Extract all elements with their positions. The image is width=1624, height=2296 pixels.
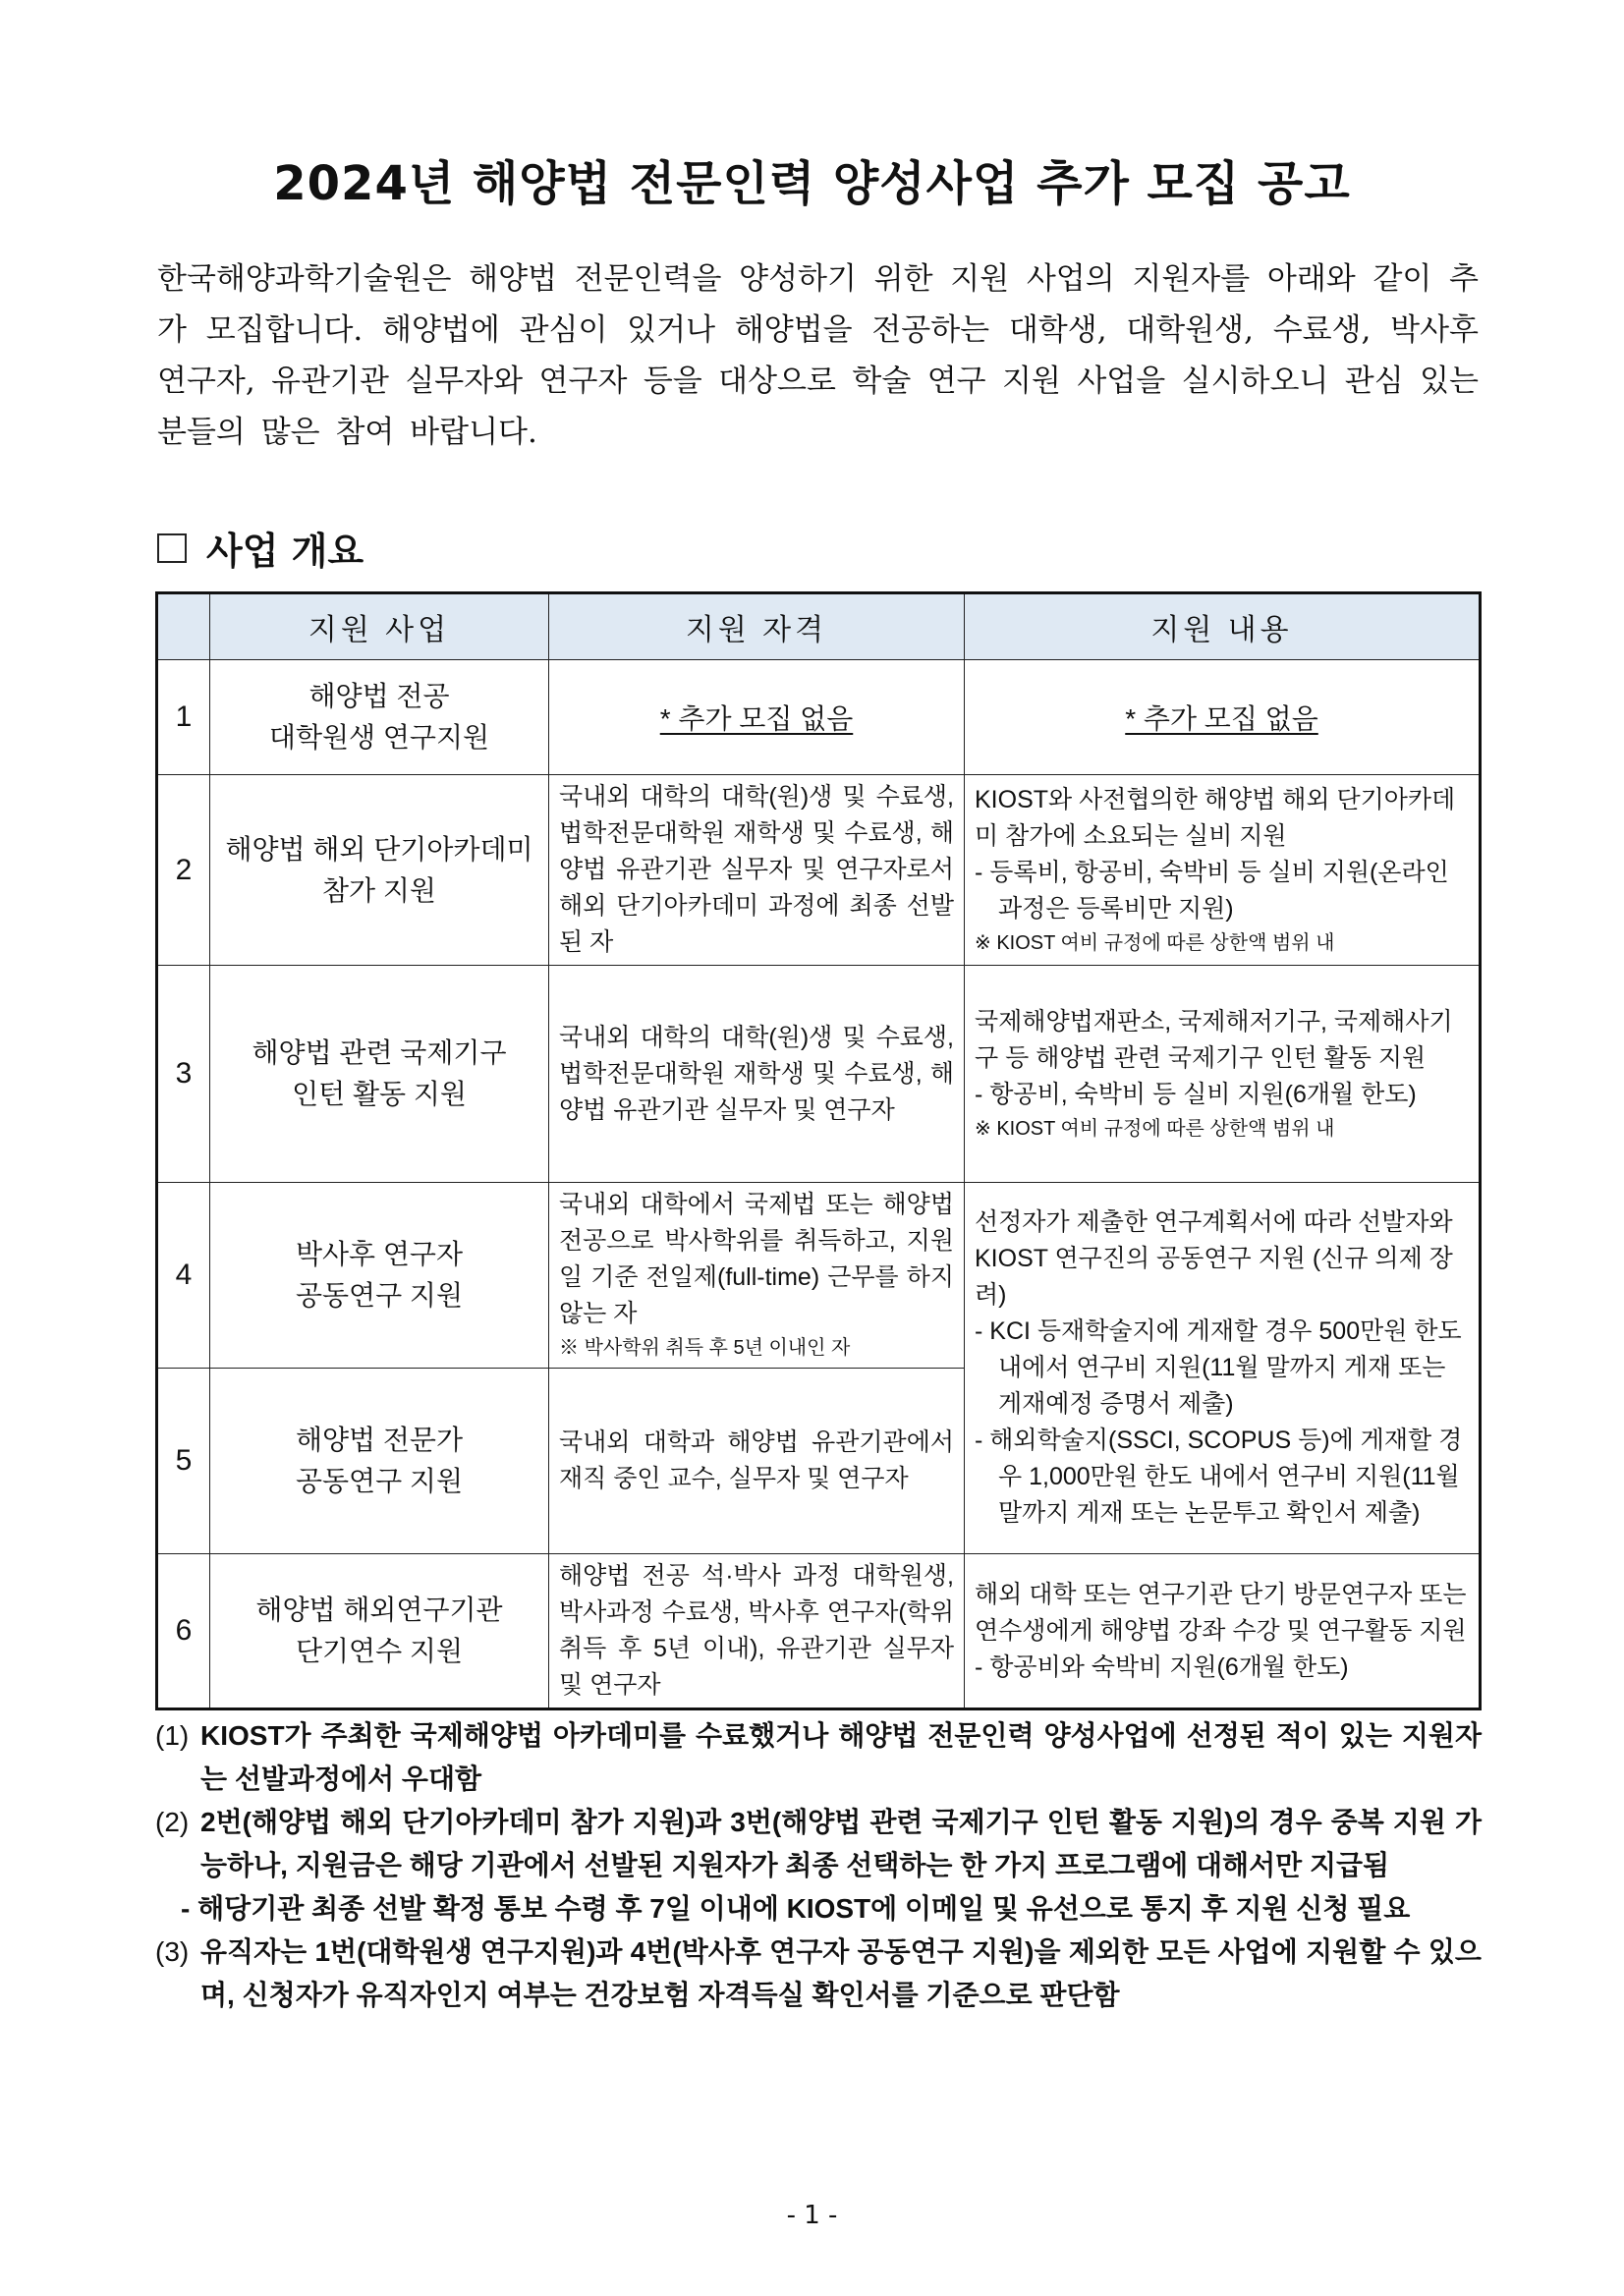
program-name-line: 해양법 해외연구기관 xyxy=(255,1595,503,1625)
note-sub-item: - 해당기관 최종 선발 확정 통보 수령 후 7일 이내에 KIOST에 이메일 및 유선으로 통지 후 지원 신청 필요 xyxy=(181,1893,1411,1924)
support-item: - KCI 등재학술지에 게재할 경우 500만원 한도 내에서 연구비 지원(11월 말까지 게재 또는 게재예정 증명서 제출) xyxy=(975,1317,1462,1418)
support-main: KIOST와 사전협의한 해양법 해외 단기아카데미 참가에 소요되는 실비 지원 xyxy=(975,785,1456,850)
row-number: 5 xyxy=(157,1369,210,1554)
square-bullet-icon xyxy=(157,533,187,563)
program-name-line: 참가 지원 xyxy=(322,874,436,906)
table-row xyxy=(157,775,1481,966)
program-name-line: 공동연구 지원 xyxy=(295,1466,464,1496)
qualification-cell xyxy=(549,660,965,775)
no-recruitment-text: * 추가 모집 없음 xyxy=(659,703,854,734)
row-number: 3 xyxy=(157,966,210,1183)
note-marker: (3) xyxy=(155,1936,190,1967)
program-name-line: 단기연수 지원 xyxy=(295,1636,464,1666)
support-cell-shared xyxy=(965,1183,1481,1554)
page-title: 2024년 해양법 전문인력 양성사업 추가 모집 공고 xyxy=(273,156,1351,211)
note-text: 유직자는 1번(대학원생 연구지원)과 4번(박사후 연구자 공동연구 지원)을 제외한 모든 사업에 지원할 수 있으며, 신청자가 유직자인지 여부는 건강보험 자격득실 확인서를 기준으로 판단함 xyxy=(200,1936,1482,2010)
qualification-cell: 국내외 대학의 대학(원)생 및 수료생, 법학전문대학원 재학생 및 수료생, 해양법 유관기관 실무자 및 연구자 xyxy=(549,966,965,1183)
support-item: - 해외학술지(SSCI, SCOPUS 등)에 게재할 경우 1,000만원 한도 내에서 연구비 지원(11월 말까지 게재 또는 논문투고 확인서 제출) xyxy=(975,1427,1463,1527)
program-name-line: 박사후 연구자 xyxy=(295,1239,464,1269)
qualification-cell: 국내외 대학의 대학(원)생 및 수료생, 법학전문대학원 재학생 및 수료생, 해양법 유관기관 실무자 및 연구자로서 해외 단기아카데미 과정에 최종 선발된 자 xyxy=(549,775,965,966)
note-text: KIOST가 주최한 국제해양법 아카데미를 수료했거나 해양법 전문인력 양성사업에 선정된 적이 있는 지원자는 선발과정에서 우대함 xyxy=(200,1720,1482,1794)
qualification-note: ※ 박사학위 취득 후 5년 이내인 자 xyxy=(559,1337,851,1359)
row-number: 1 xyxy=(157,660,210,775)
support-main: 선정자가 제출한 연구계획서에 따라 선발자와 KIOST 연구진의 공동연구 지원 (신규 의제 장려) xyxy=(975,1208,1453,1309)
support-cell xyxy=(965,1554,1481,1709)
table-row xyxy=(157,1554,1481,1709)
program-name-line: 해양법 전문가 xyxy=(295,1425,464,1455)
header-number xyxy=(157,593,210,660)
intro-paragraph: 한국해양과학기술원은 해양법 전문인력을 양성하기 위한 지원 사업의 지원자를 아래와 같이 추가 모집합니다. 해양법에 관심이 있거나 해양법을 전공하는 대학생, 대학원생, 수료생, 박사후 연구자, 유관기관 실무자와 연구자 등을 대상으로 학술 연구 지원 사업을 실시하오니 관심 있는 분들의 많은 참여 바랍니다. xyxy=(157,261,1479,450)
program-name xyxy=(210,660,549,775)
support-main: 국제해양법재판소, 국제해저기구, 국제해사기구 등 해양법 관련 국제기구 인턴 활동 지원 xyxy=(975,1007,1453,1072)
program-name-line: 대학원생 연구지원 xyxy=(268,722,490,753)
program-name xyxy=(210,1554,549,1709)
table-row xyxy=(157,1183,1481,1369)
section-heading xyxy=(157,521,364,575)
note-marker: (1) xyxy=(155,1720,190,1751)
program-name xyxy=(210,775,549,966)
program-name-line: 인턴 활동 지원 xyxy=(292,1079,467,1109)
note-item xyxy=(155,1714,1482,1801)
header-program: 지원 사업 xyxy=(210,593,549,660)
note-text: 2번(해양법 해외 단기아카데미 참가 지원)과 3번(해양법 관련 국제기구 인턴 활동 지원)의 경우 중복 지원 가능하나, 지원금은 해당 기관에서 선발된 지원자가 최종 선택하는 한 가지 프로그램에 대해서만 지급됨 xyxy=(200,1807,1482,1880)
support-cell xyxy=(965,660,1481,775)
program-name-line: 해양법 관련 국제기구 xyxy=(252,1037,507,1068)
page-number: - 1 - xyxy=(786,2201,838,2230)
row-number: 6 xyxy=(157,1554,210,1709)
program-name xyxy=(210,966,549,1183)
no-recruitment-text: * 추가 모집 없음 xyxy=(1125,703,1318,734)
note-marker: (2) xyxy=(155,1807,190,1837)
header-qualification: 지원 자격 xyxy=(549,593,965,660)
program-name-line: 해양법 전공 xyxy=(308,681,450,711)
support-item: - 항공비, 숙박비 등 실비 지원(6개월 한도) xyxy=(975,1080,1417,1108)
section-title: 사업 개요 xyxy=(206,530,364,573)
note-item xyxy=(155,1801,1482,1887)
note-item xyxy=(155,1931,1482,2017)
support-note: ※ KIOST 여비 규정에 따른 상한액 범위 내 xyxy=(975,931,1335,954)
support-cell xyxy=(965,775,1481,966)
table-row xyxy=(157,966,1481,1183)
notes-list xyxy=(155,1714,1482,2017)
program-name-line: 해양법 해외 단기아카데미 xyxy=(225,833,533,865)
header-support: 지원 내용 xyxy=(965,593,1481,660)
qualification-cell: 해양법 전공 석·박사 과정 대학원생, 박사과정 수료생, 박사후 연구자(학위 취득 후 5년 이내), 유관기관 실무자 및 연구자 xyxy=(549,1554,965,1709)
qualification-cell: 국내외 대학과 해양법 유관기관에서 재직 중인 교수, 실무자 및 연구자 xyxy=(549,1369,965,1554)
support-item: - 등록비, 항공비, 숙박비 등 실비 지원(온라인 과정은 등록비만 지원) xyxy=(975,858,1449,923)
program-name-line: 공동연구 지원 xyxy=(295,1280,464,1311)
row-number: 2 xyxy=(157,775,210,966)
program-name xyxy=(210,1369,549,1554)
support-cell xyxy=(965,966,1481,1183)
table-header-row xyxy=(157,593,1481,660)
row-number: 4 xyxy=(157,1183,210,1369)
table-row xyxy=(157,660,1481,775)
support-note: ※ KIOST 여비 규정에 따른 상한액 범위 내 xyxy=(975,1117,1335,1140)
program-name xyxy=(210,1183,549,1369)
program-overview-table xyxy=(155,591,1482,1710)
support-main: 해외 대학 또는 연구기관 단기 방문연구자 또는 연수생에게 해양법 강좌 수강 및 연구활동 지원 xyxy=(975,1580,1467,1645)
support-item: - 항공비와 숙박비 지원(6개월 한도) xyxy=(975,1652,1349,1681)
qualification-text: 국내외 대학에서 국제법 또는 해양법 전공으로 박사학위를 취득하고, 지원일 기준 전일제(full-time) 근무를 하지 않는 자 xyxy=(559,1191,954,1327)
qualification-cell xyxy=(549,1183,965,1369)
